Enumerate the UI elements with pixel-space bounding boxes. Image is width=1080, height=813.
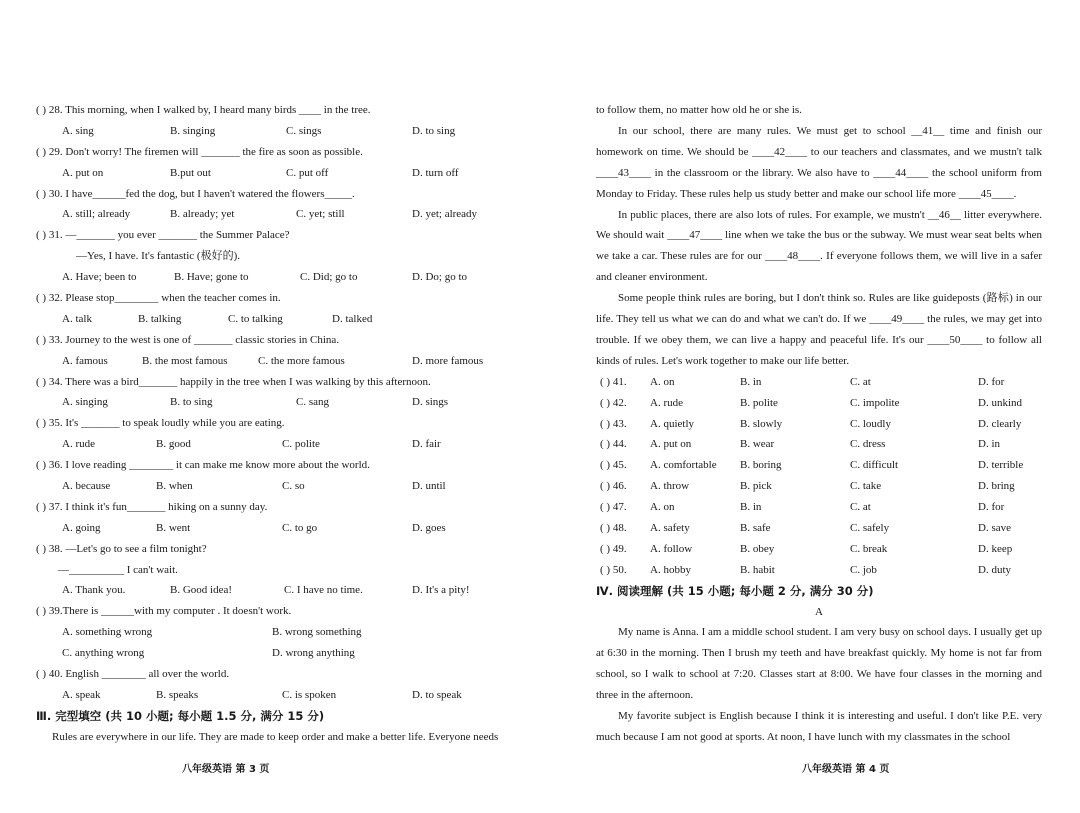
option-c[interactable]: C. at [850,375,871,388]
option-c[interactable]: C. polite [282,438,320,451]
option-d[interactable]: D. wrong anything [272,647,355,660]
option-d[interactable]: D. bring [978,480,1015,493]
option-b[interactable]: B. pick [740,480,772,493]
option-b[interactable]: B. Good idea! [170,584,233,597]
cloze-row-48 [596,518,1042,539]
option-c[interactable]: C. is spoken [282,688,337,701]
question-37: ( ) 37. I think it's fun_______ hiking on a sunny day. [36,500,268,513]
left-page [36,100,506,748]
options-33 [36,351,506,372]
question-33: ( ) 33. Journey to the west is one of _______ classic stories in China. [36,333,340,346]
option-a[interactable]: A. comfortable [650,459,717,472]
options-36 [36,476,506,497]
options-35 [36,434,506,455]
option-d[interactable]: D. It's a pity! [412,584,470,597]
option-a[interactable]: A. going [62,521,101,534]
page-footer-4: 八年级英语 第 4 页 [802,764,890,775]
option-b[interactable]: B. polite [740,396,778,409]
option-c[interactable]: C. job [850,563,877,576]
cloze-row-50 [596,560,1042,581]
options-28 [36,121,506,142]
option-a[interactable]: A. safety [650,522,690,535]
option-b[interactable]: B. obey [740,542,775,555]
option-d[interactable]: D. clearly [978,417,1022,430]
option-c[interactable]: C. sings [286,124,322,137]
question-30: ( ) 30. I have______fed the dog, but I haven't watered the flowers_____. [36,187,355,200]
cloze-row-44 [596,434,1042,455]
option-d[interactable]: D. until [412,480,446,493]
option-a[interactable]: A. talk [62,312,92,325]
option-b[interactable]: B. boring [740,459,782,472]
passage-letter: A [815,605,823,618]
question-38: ( ) 38. —Let's go to see a film tonight? [36,542,207,555]
option-c[interactable]: C. so [282,480,305,493]
option-a[interactable]: A. singing [62,396,108,409]
option-b[interactable]: B. when [156,480,193,493]
option-c[interactable]: C. impolite [850,396,900,409]
option-b[interactable]: B. speaks [156,688,199,701]
option-b[interactable]: B. in [740,501,762,514]
option-c[interactable]: C. to talking [228,312,283,325]
option-c[interactable]: C. safely [850,522,890,535]
option-d[interactable]: D. terrible [978,459,1024,472]
question-32: ( ) 32. Please stop________ when the teacher comes in. [36,292,281,305]
row-label: ( ) 49. [600,542,627,555]
option-a[interactable]: A. sing [62,124,94,137]
cloze-row-41 [596,372,1042,393]
option-b[interactable]: B. habit [740,563,775,576]
option-d[interactable]: D. to speak [412,688,462,701]
cloze-row-46 [596,476,1042,497]
option-d[interactable]: D. for [978,501,1005,514]
row-label: ( ) 43. [600,417,627,430]
option-d[interactable]: D. goes [412,521,446,534]
option-d[interactable]: D. talked [332,312,373,325]
option-c[interactable]: C. to go [282,521,318,534]
option-c[interactable]: C. loudly [850,417,891,430]
question-28: ( ) 28. This morning, when I walked by, I heard many birds ____ in the tree. [36,104,371,116]
option-b[interactable]: B. wrong something [272,626,362,639]
question-38-reply: —__________ I can't wait. [58,563,178,576]
row-label: ( ) 48. [600,522,627,535]
option-c[interactable]: C. yet; still [296,208,345,221]
row-label: ( ) 44. [600,438,627,451]
question-35: ( ) 35. It's _______ to speak loudly while you are eating. [36,417,285,430]
option-b[interactable]: B. singing [170,124,216,137]
option-c[interactable]: C. difficult [850,459,899,472]
option-b[interactable]: B. slowly [740,417,783,430]
options-31 [36,267,506,288]
option-d[interactable]: D. more famous [412,354,484,367]
row-label: ( ) 50. [600,563,627,576]
row-label: ( ) 47. [600,501,627,514]
options-34 [36,392,506,413]
option-b[interactable]: B. safe [740,522,771,535]
page-footer-3: 八年级英语 第 3 页 [182,764,270,775]
option-d[interactable]: D. yet; already [412,208,478,221]
row-label: ( ) 45. [600,459,627,472]
option-d[interactable]: D. in [978,438,1000,451]
option-a[interactable]: A. still; already [62,208,131,221]
row-label: ( ) 46. [600,480,627,493]
option-a[interactable]: A. throw [650,480,690,493]
option-b[interactable]: B.put out [170,166,211,179]
passage-continuation: to follow them, no matter how old he or she is. [596,104,802,116]
option-a[interactable]: A. Have; been to [62,271,137,284]
cloze-row-47 [596,497,1042,518]
question-40: ( ) 40. English ________ all over the world. [36,668,230,681]
option-c[interactable]: C. at [850,501,871,514]
reading-paragraph-1: My name is Anna. I am a middle school student. I am very busy on school days. I usually get up at 6:30 in the morning. Then I brush my teeth and have breakfast quickly. My home is not far from school, so I walk to school at 7:20. Classes start at 8:00. We have four classes in the morning and three in the afternoon. [596,626,1042,702]
option-d[interactable]: D. unkind [978,396,1022,409]
options-39-ab [36,622,506,643]
option-d[interactable]: D. duty [978,563,1011,576]
passage-paragraph-3: Some people think rules are boring, but I don't think so. Rules are like guideposts (路标) in our life. They tell us what we can do and what we can't do. If we ____49____ the rules, we may get into trouble. If we obey them, we can live a happy and peaceful life. It's our ____50____ to follow all kinds of rules. Let's work together to make our life better. [596,292,1042,367]
option-a[interactable]: A. rude [62,438,95,451]
row-label: ( ) 41. [600,375,627,388]
option-c[interactable]: C. put off [286,166,329,179]
cloze-options-table [596,372,1042,581]
option-d[interactable]: D. to sing [412,124,456,137]
option-c[interactable]: C. take [850,480,882,493]
option-c[interactable]: C. the more famous [258,354,345,367]
option-b[interactable]: B. went [156,521,191,534]
option-d[interactable]: D. Do; go to [412,271,467,284]
question-31: ( ) 31. —_______ you ever _______ the Summer Palace? [36,229,290,242]
option-b[interactable]: B. talking [138,312,182,325]
option-d[interactable]: D. sings [412,396,449,409]
section-4-title: Ⅳ. 阅读理解 (共 15 小题; 每小题 2 分, 满分 30 分) [596,583,874,598]
question-39: ( ) 39.There is ______with my computer . It doesn't work. [36,605,292,618]
option-c[interactable]: C. I have no time. [284,584,363,597]
options-39-cd [36,643,506,664]
passage-paragraph-1: In our school, there are many rules. We must get to school __41__ time and finish our homework on time. We should be ____42____ to our teachers and classmates, and we mustn't talk ____43____ in the classroom or the library. We also have to ____44____ the school uniform from Monday to Friday. These rules help us study better and make our school life more ____45____. [596,124,1042,200]
option-d[interactable]: D. for [978,375,1005,388]
option-b[interactable]: B. the most famous [142,354,228,367]
option-b[interactable]: B. in [740,375,762,388]
option-b[interactable]: B. wear [740,438,775,451]
option-d[interactable]: D. save [978,522,1011,535]
option-a[interactable]: A. speak [62,688,101,701]
option-a[interactable]: A. famous [62,354,108,367]
cloze-row-49 [596,539,1042,560]
option-a[interactable]: A. something wrong [62,626,153,639]
option-a[interactable]: A. put on [62,166,104,179]
question-31-reply: —Yes, I have. It's fantastic (极好的). [76,250,241,263]
section-3-intro: Rules are everywhere in our life. They are made to keep order and make a better life. Everyone needs [52,730,499,743]
option-a[interactable]: A. put on [650,438,692,451]
option-c[interactable]: C. anything wrong [62,647,145,660]
option-a[interactable]: A. Thank you. [62,584,126,597]
option-d[interactable]: D. fair [412,438,441,451]
options-40 [36,685,506,706]
section-3-title: Ⅲ. 完型填空 (共 10 小题; 每小题 1.5 分, 满分 15 分) [36,708,325,723]
option-c[interactable]: C. Did; go to [300,271,358,284]
cloze-row-43 [596,414,1042,435]
option-a[interactable]: A. on [650,501,675,514]
option-b[interactable]: B. good [156,438,191,451]
option-a[interactable]: A. on [650,375,675,388]
option-c[interactable]: C. sang [296,396,329,409]
passage-paragraph-2: In public places, there are also lots of rules. For example, we mustn't __46__ litter everywhere. We should wait ____47____ line when we take the bus or the subway. We must wear seat belts when we take a car. These rules are for our ____48____. If everyone follows them, we will live in a safer and cleaner environment. [596,208,1042,284]
option-a[interactable]: A. rude [650,396,683,409]
option-d[interactable]: D. turn off [412,166,459,179]
question-29: ( ) 29. Don't worry! The firemen will _______ the fire as soon as possible. [36,145,363,158]
options-32 [36,309,506,330]
option-d[interactable]: D. keep [978,542,1013,555]
question-34: ( ) 34. There was a bird_______ happily in the tree when I was walking by this afternoon. [36,375,431,388]
option-a[interactable]: A. follow [650,542,693,555]
options-29 [36,163,506,184]
option-a[interactable]: A. because [62,480,111,493]
right-page [596,100,1042,748]
option-b[interactable]: B. already; yet [170,208,235,221]
options-30 [36,204,506,225]
cloze-row-42 [596,393,1042,414]
option-b[interactable]: B. Have; gone to [174,271,249,284]
reading-paragraph-2: My favorite subject is English because I think it is interesting and useful. I don't like P.E. very much because I am not good at sports. At noon, I have lunch with my classmates in the school [596,710,1042,743]
option-b[interactable]: B. to sing [170,396,213,409]
options-38 [36,580,506,601]
option-a[interactable]: A. hobby [650,563,691,576]
options-37 [36,518,506,539]
option-a[interactable]: A. quietly [650,417,694,430]
option-c[interactable]: C. dress [850,438,886,451]
question-36: ( ) 36. I love reading ________ it can make me know more about the world. [36,459,370,472]
row-label: ( ) 42. [600,396,627,409]
option-c[interactable]: C. break [850,542,888,555]
cloze-row-45 [596,455,1042,476]
